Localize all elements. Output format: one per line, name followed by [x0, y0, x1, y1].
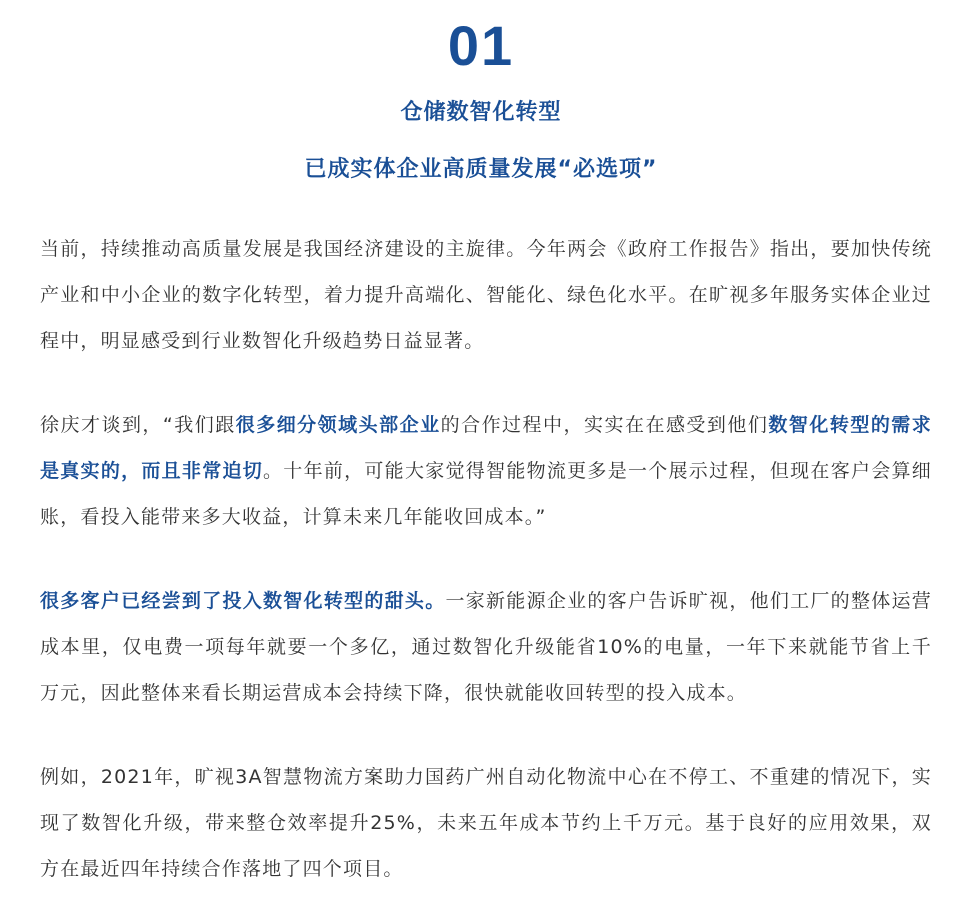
paragraph-4: 例如，2021年，旷视3A智慧物流方案助力国药广州自动化物流中心在不停工、不重建的情况下，实现了数智化升级，带来整仓效率提升25%，未来五年成本节约上千万元。基于良好的应用效果，双方在最近四年持续合作落地了四个项目。	[40, 766, 932, 880]
paragraph-2-text-e: 。十年前，可能大家觉得智能物流更多是一个展示过程，但现在客户会算细账，看投入能带来多大收益，计算未来几年能收回成本。”	[40, 460, 933, 528]
paragraph-3-highlight: 很多客户已经尝到了投入数智化转型的甜头。	[40, 590, 446, 612]
paragraph-2-text-c: 的合作过程中，实实在在感受到他们	[440, 414, 769, 436]
paragraph-3	[40, 578, 932, 716]
section-title-line-1: 仓储数智化转型	[400, 100, 562, 125]
paragraph-1: 当前，持续推动高质量发展是我国经济建设的主旋律。今年两会《政府工作报告》指出，要加快传统产业和中小企业的数字化转型，着力提升高端化、智能化、绿色化水平。在旷视多年服务实体企业过程中，明显感受到行业数智化升级趋势日益显著。	[40, 238, 932, 352]
paragraph-2-highlight-1: 很多细分领域头部企业	[235, 414, 441, 436]
paragraph-3-text: 一家新能源企业的客户告诉旷视，他们工厂的整体运营成本里，仅电费一项每年就要一个多亿，通过数智化升级能省10%的电量，一年下来就能节省上千万元，因此整体来看长期运营成本会持续下降，很快就能收回转型的投入成本。	[40, 590, 932, 704]
paragraph-2	[40, 402, 932, 540]
section-number: 01	[447, 14, 515, 77]
section-title-line-2: 已成实体企业高质量发展“必选项”	[304, 157, 658, 182]
paragraph-2-text-a: 徐庆才谈到，“我们跟	[40, 414, 236, 436]
paragraph-2-highlight-2: 数智化转型的需求是真实的，而且非常迫切	[40, 414, 932, 482]
